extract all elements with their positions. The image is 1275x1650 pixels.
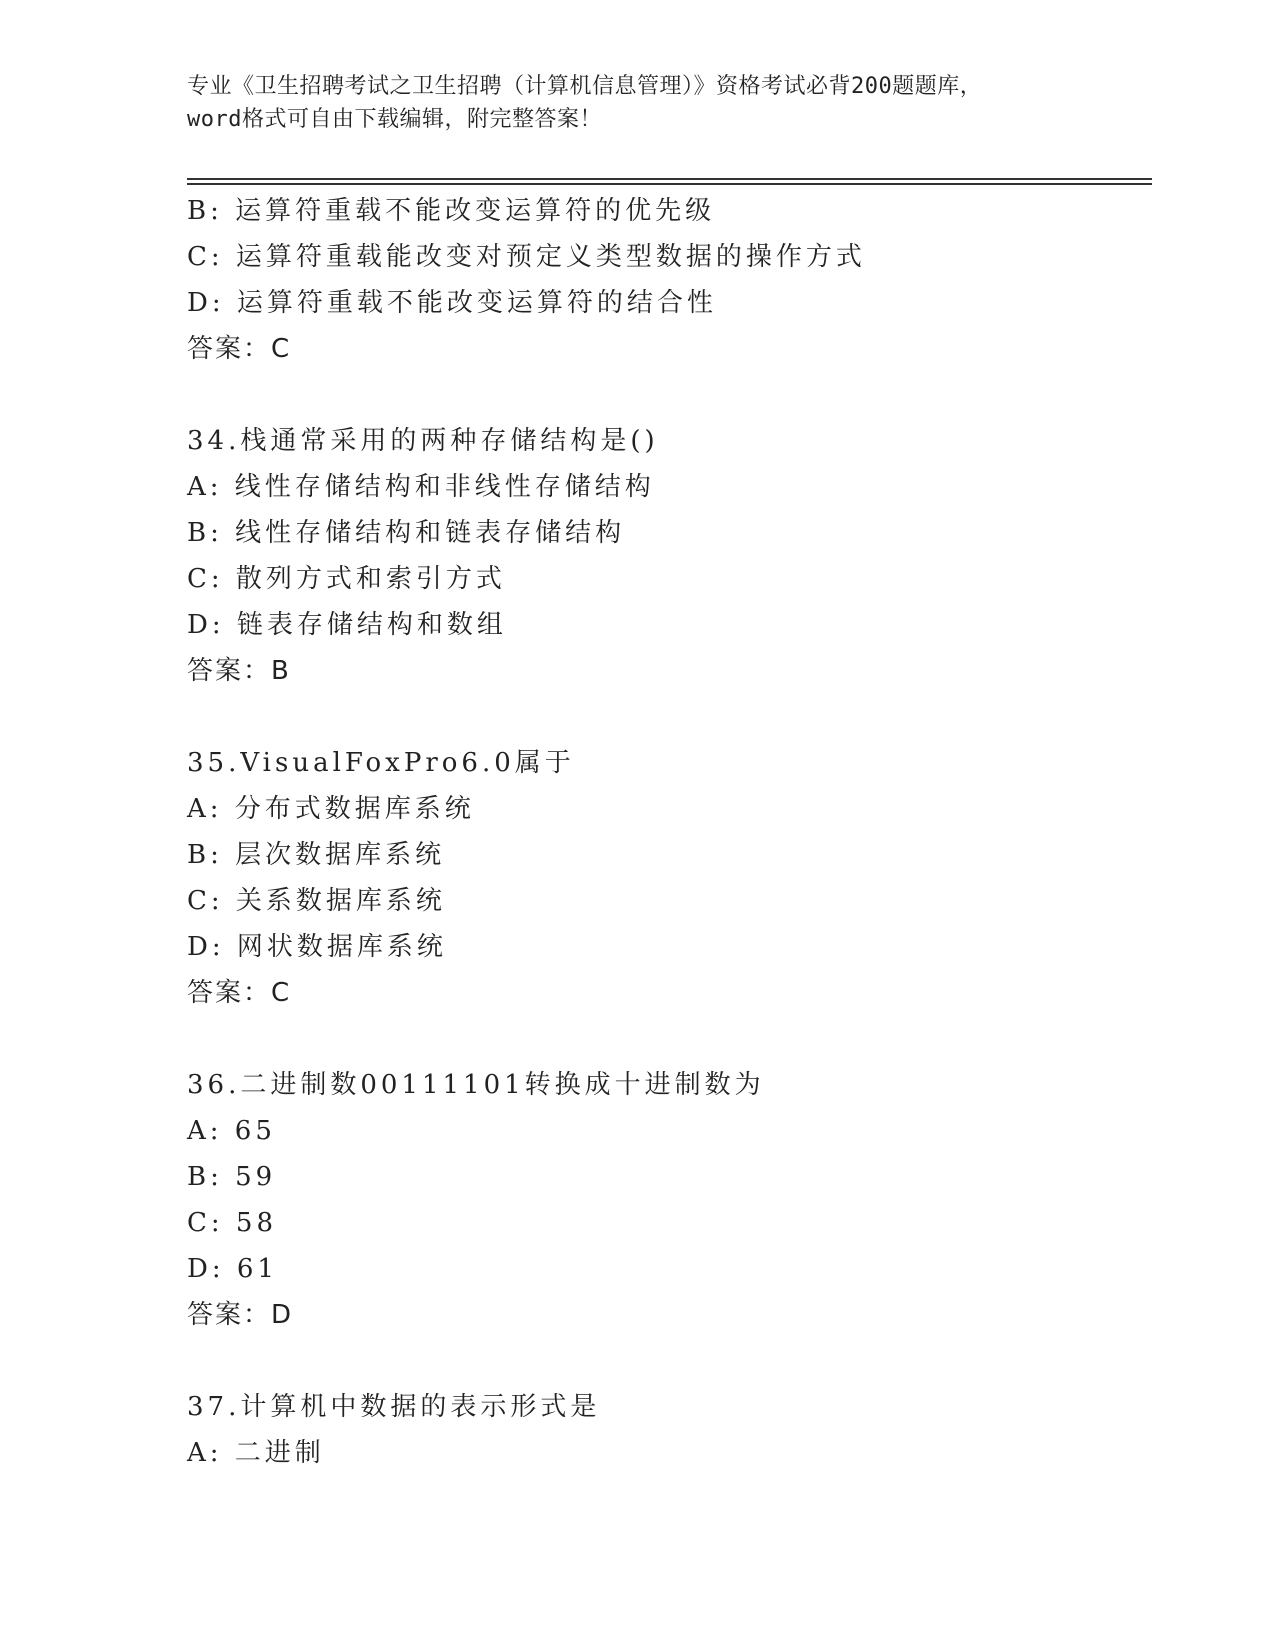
question-36 bbox=[187, 1062, 1147, 1338]
question-34 bbox=[187, 418, 1147, 694]
option-b: B: 59 bbox=[187, 1162, 277, 1192]
option-d: D: 网状数据库系统 bbox=[187, 932, 447, 962]
question-37 bbox=[187, 1384, 1147, 1476]
option-c: C: 散列方式和索引方式 bbox=[187, 564, 506, 594]
option-b: B: 层次数据库系统 bbox=[187, 840, 446, 870]
answer: 答案：C bbox=[187, 978, 292, 1008]
answer: 答案：D bbox=[187, 1300, 294, 1330]
option-d: D: 链表存储结构和数组 bbox=[187, 610, 507, 640]
header-divider-top bbox=[187, 178, 1152, 180]
option-b: B: 线性存储结构和链表存储结构 bbox=[187, 518, 626, 548]
header-title-line-2: word格式可自由下载编辑，附完整答案！ bbox=[187, 107, 602, 132]
question-text: 37.计算机中数据的表示形式是 bbox=[187, 1392, 601, 1422]
header-title-line-1: 专业《卫生招聘考试之卫生招聘（计算机信息管理）》资格考试必背200题题库， bbox=[187, 74, 983, 99]
header-divider-bottom bbox=[187, 183, 1152, 185]
option-c: C: 运算符重载能改变对预定义类型数据的操作方式 bbox=[187, 242, 866, 272]
document-header bbox=[187, 70, 1087, 136]
spacer bbox=[187, 1016, 1147, 1062]
option-a: A: 65 bbox=[187, 1116, 276, 1146]
option-b: B: 运算符重载不能改变运算符的优先级 bbox=[187, 196, 716, 226]
question-33-continued bbox=[187, 188, 1147, 372]
question-text: 34.栈通常采用的两种存储结构是() bbox=[187, 426, 659, 456]
spacer bbox=[187, 372, 1147, 418]
option-d: D: 运算符重载不能改变运算符的结合性 bbox=[187, 288, 717, 318]
option-a: A: 分布式数据库系统 bbox=[187, 794, 475, 824]
answer: 答案：B bbox=[187, 656, 291, 686]
spacer bbox=[187, 1338, 1147, 1384]
question-list bbox=[187, 188, 1147, 1476]
option-c: C: 58 bbox=[187, 1208, 278, 1238]
option-d: D: 61 bbox=[187, 1254, 278, 1284]
answer: 答案：C bbox=[187, 334, 292, 364]
question-35 bbox=[187, 740, 1147, 1016]
question-text: 36.二进制数00111101转换成十进制数为 bbox=[187, 1070, 765, 1100]
option-c: C: 关系数据库系统 bbox=[187, 886, 446, 916]
question-text: 35.VisualFoxPro6.0属于 bbox=[187, 748, 575, 778]
option-a: A: 二进制 bbox=[187, 1438, 325, 1468]
option-a: A: 线性存储结构和非线性存储结构 bbox=[187, 472, 655, 502]
spacer bbox=[187, 694, 1147, 740]
